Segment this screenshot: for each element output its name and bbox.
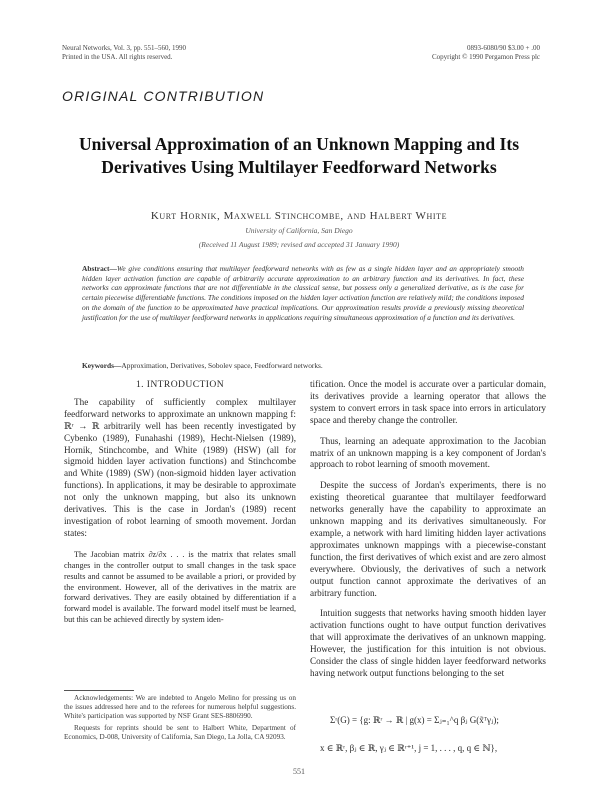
section-label: ORIGINAL CONTRIBUTION (62, 88, 265, 104)
intro-paragraph-4: Intuition suggests that networks having smooth hidden layer activation functions ought to have output function derivatives that will approximate the derivatives of an unknown mapping. However, the justification for this intuition is not obvious. Consider the class of single hidden layer feedforward networks having network output functions belonging to the set (310, 608, 546, 678)
section-heading-introduction: 1. INTRODUCTION (135, 379, 225, 390)
authors: Kurt Hornik, Maxwell Stinchcombe, and Halbert White (150, 210, 448, 222)
left-column (64, 379, 296, 626)
acknowledgements-footnote: Acknowledgements: We are indebted to Angelo Melino for pressing us on the issues addressed here and to the referees for numerous helpful suggestions. White's participation was supported by NSF Grant SES-8806990. (64, 694, 296, 721)
right-column (310, 379, 546, 689)
reprints-footnote: Requests for reprints should be sent to Halbert White, Department of Economics, D-008, University of California, San Diego, La Jolla, CA 92093. (64, 723, 296, 741)
jordan-quote: The Jacobian matrix ∂z/∂x . . . is the matrix that relates small changes in the controller output to small changes in the task space results and cannot be assumed to be available a priori, or provided by the environment. However, all of the derivatives in the matrix are forward derivatives. They are easily obtained by differentiation if a forward model is available. The forward model itself must be learned, but this can be achieved directly by system iden- (64, 549, 296, 625)
quote-continuation: tification. Once the model is accurate over a particular domain, its derivatives provide a learning operator that allows the system to convert errors in task space into errors in articulatory space and thereby change the controller. (310, 379, 546, 425)
issn-price: 0893-6080/90 $3.00 + .00 (467, 44, 540, 52)
abstract-text: We give conditions ensuring that multilayer feedforward networks with as few as a single hidden layer and an appropriately smooth hidden layer activation function are capable of arbitrarily accurate approximation to an arbitrary function and its derivatives. In fact, these networks can approximate functions that are not differentiable in the classical sense, but possess only a generalized derivative, as is the case for certain piecewise differentiable functions. The conditions imposed on the hidden layer activation function are relatively mild; the conditions imposed on the domain of the function to be approximated have practical implications. Our approximation results provide a previously missing theoretical justification for the use of multilayer feedforward networks in applications requiring simultaneous approximation of a function and its derivatives. (82, 264, 524, 322)
abstract-label: Abstract— (82, 264, 117, 273)
equation-sigma-set: Σʳ(G) = {g: ℝʳ → ℝ | g(x) = Σⱼ₌₁^q βⱼ G(x̃ᵀγⱼ); (330, 715, 499, 725)
keywords-text: Approximation, Derivatives, Sobolev space, Feedforward networks. (121, 361, 323, 370)
keywords (82, 361, 524, 371)
intro-paragraph-1: The capability of sufficiently complex multilayer feedforward networks to approximate an unknown mapping f: ℝʳ → ℝ arbitrarily well has been recently investigated by Cybenko (1989), Funahashi (1989), Hecht-Nielsen (1989), Hornik, Stinchcombe, and White (1989) (HSW) (all for sigmoid hidden layer activation functions) and Stinchcombe and White (1989) (SW) (non-sigmoid hidden layer activation functions). In applications, it may be desirable to approximate not only the unknown mapping, but also its unknown derivatives. This is the case in Jordan's (1989) recent investigation of robot learning of smooth movement. Jordan states: (64, 396, 296, 538)
abstract (82, 264, 524, 322)
intro-paragraph-2: Thus, learning an adequate approximation to the Jacobian matrix of an unknown mapping is a key component of Jordan's approach to robot learning of smooth movement. (310, 435, 546, 470)
intro-paragraph-3: Despite the success of Jordan's experiments, there is no existing theoretical guarantee that multilayer feedforward networks generally have the capability to approximate an unknown mapping and its derivatives simultaneously. For example, a network with hard limiting hidden layer activations approximates unknown mappings with a piecewise-constant function, the first derivatives of which exist and are zero almost everywhere. Obviously, the derivatives of such a network output function cannot approximate the derivatives of an arbitrary function. (310, 480, 546, 598)
affiliation: University of California, San Diego (245, 226, 353, 235)
footnote-rule (64, 690, 134, 691)
paper-title: Universal Approximation of an Unknown Mapping and Its Derivatives Using Multilayer Feedforward Networks (78, 134, 520, 177)
journal-header-left (62, 44, 186, 62)
journal-header-right (432, 44, 540, 62)
page-number: 551 (293, 767, 305, 776)
journal-citation: Neural Networks, Vol. 3, pp. 551–560, 1990 (62, 44, 186, 52)
keywords-label: Keywords— (82, 361, 122, 370)
received-dates: (Received 11 August 1989; revised and accepted 31 January 1990) (198, 240, 400, 249)
footnotes (64, 694, 296, 744)
equation-sigma-conditions: x ∈ ℝʳ, βⱼ ∈ ℝ, γⱼ ∈ ℝʳ⁺¹, j = 1, . . . , q, q ∈ ℕ}, (320, 743, 498, 753)
printed-note: Printed in the USA. All rights reserved. (62, 53, 173, 61)
copyright-note: Copyright © 1990 Pergamon Press plc (431, 53, 540, 61)
